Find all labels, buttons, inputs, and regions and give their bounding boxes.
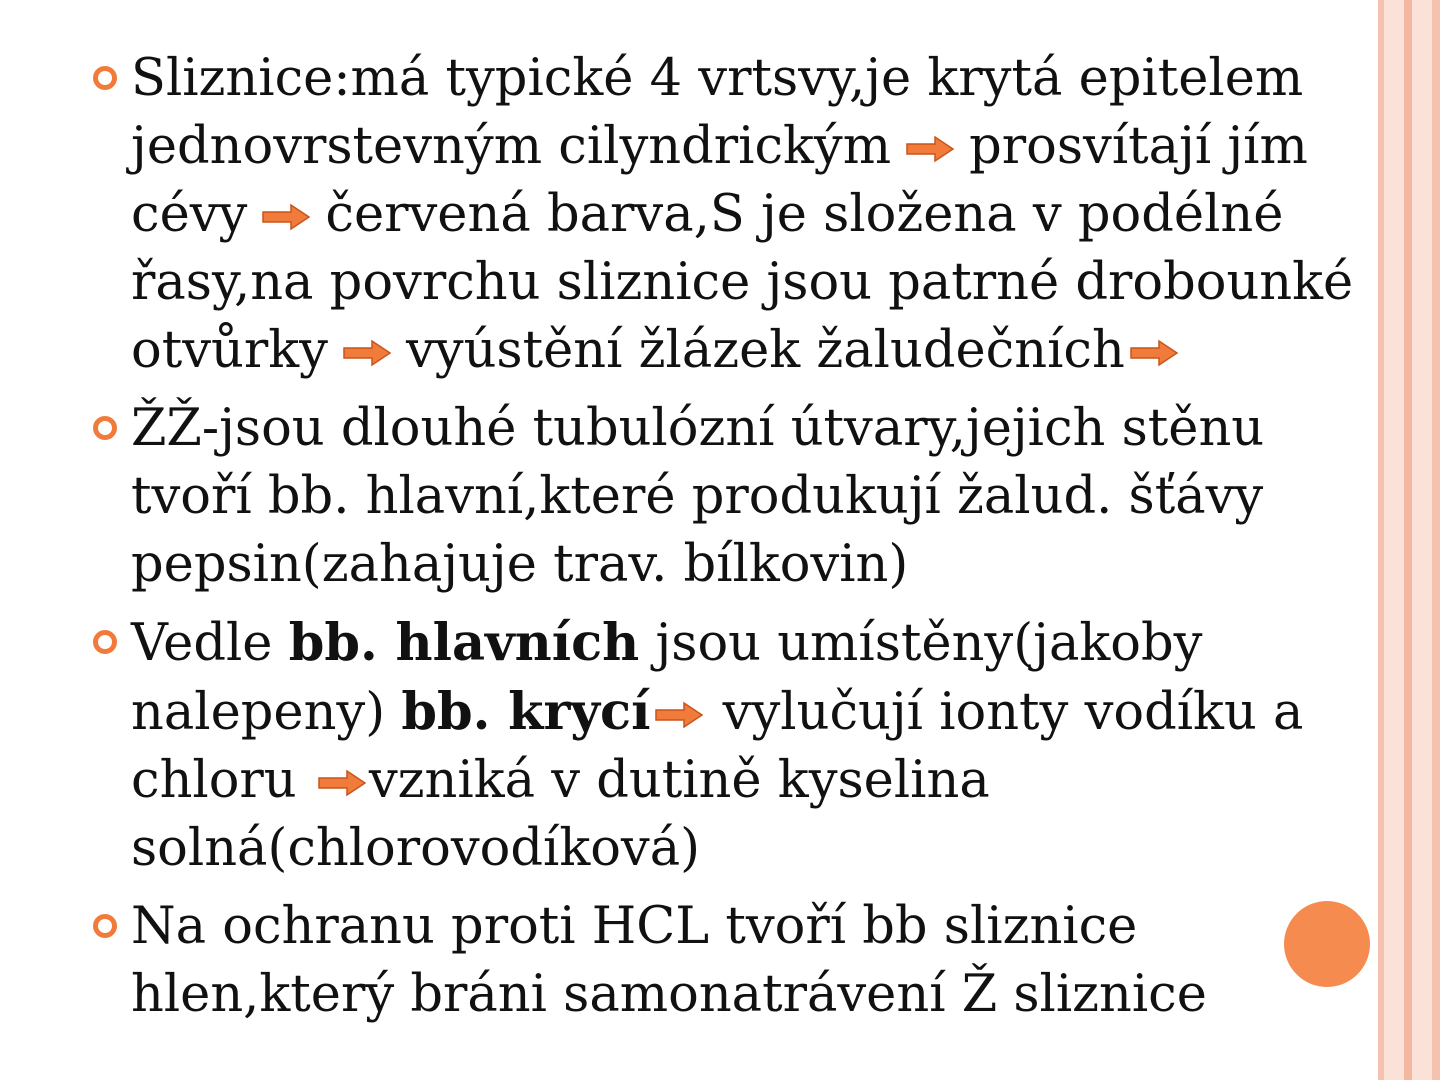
bullet-item (86, 45, 1361, 385)
text-run: Na ochranu proti HCL tvoří bb sliznice hlen,který bráni samonatrávení Ž sliznice (131, 897, 1207, 1024)
right-arrow-icon (261, 181, 311, 209)
text-run: Sliznice:má typické 4 vrtsvy,je krytá epitelem jednovrstevným cilyndrickým (131, 49, 1304, 176)
bold-text: bb. hlavních (288, 613, 640, 673)
bullet-item (86, 395, 1361, 599)
text-run: Vedle (131, 614, 289, 673)
text-run: ŽŽ-jsou dlouhé tubulózní útvary,jejich stěnu tvoří bb. hlavní,které produkují žalud. šťávy pepsin(zahajuje trav. bílkovin) (131, 399, 1265, 594)
right-arrow-icon (1129, 317, 1179, 345)
text-run: červená barva,S je složena v podélné řasy,na povrchu sliznice jsou patrné drobounké otvůrky (131, 185, 1354, 380)
decorative-stripe (1412, 0, 1432, 1080)
bold-text: bb. krycí (401, 682, 651, 742)
decorative-stripe (1432, 0, 1440, 1080)
right-arrow-icon (905, 113, 955, 141)
decorative-stripe (1404, 0, 1412, 1080)
bullet-item (86, 893, 1361, 1029)
text-run: vzniká v dutině kyselina solná(chlorovodíková) (131, 751, 990, 878)
bullet-item (86, 609, 1361, 883)
text-run: vylučují ionty vodíku a chloru (131, 683, 1304, 810)
orange-ring-bullet-icon (93, 630, 117, 654)
text-run: jsou umístěny(jakoby nalepeny) (131, 614, 1203, 742)
right-arrow-icon (317, 747, 367, 775)
orange-ring-bullet-icon (93, 66, 117, 90)
slide-content (86, 45, 1361, 1039)
decorative-stripe (1384, 0, 1404, 1080)
orange-ring-bullet-icon (93, 416, 117, 440)
orange-ring-bullet-icon (93, 914, 117, 938)
right-arrow-icon (342, 317, 392, 345)
text-run: vyústění žlázek žaludečních (405, 321, 1125, 380)
text-run: prosvítají jím cévy (131, 117, 1308, 244)
right-arrow-icon (654, 679, 704, 707)
